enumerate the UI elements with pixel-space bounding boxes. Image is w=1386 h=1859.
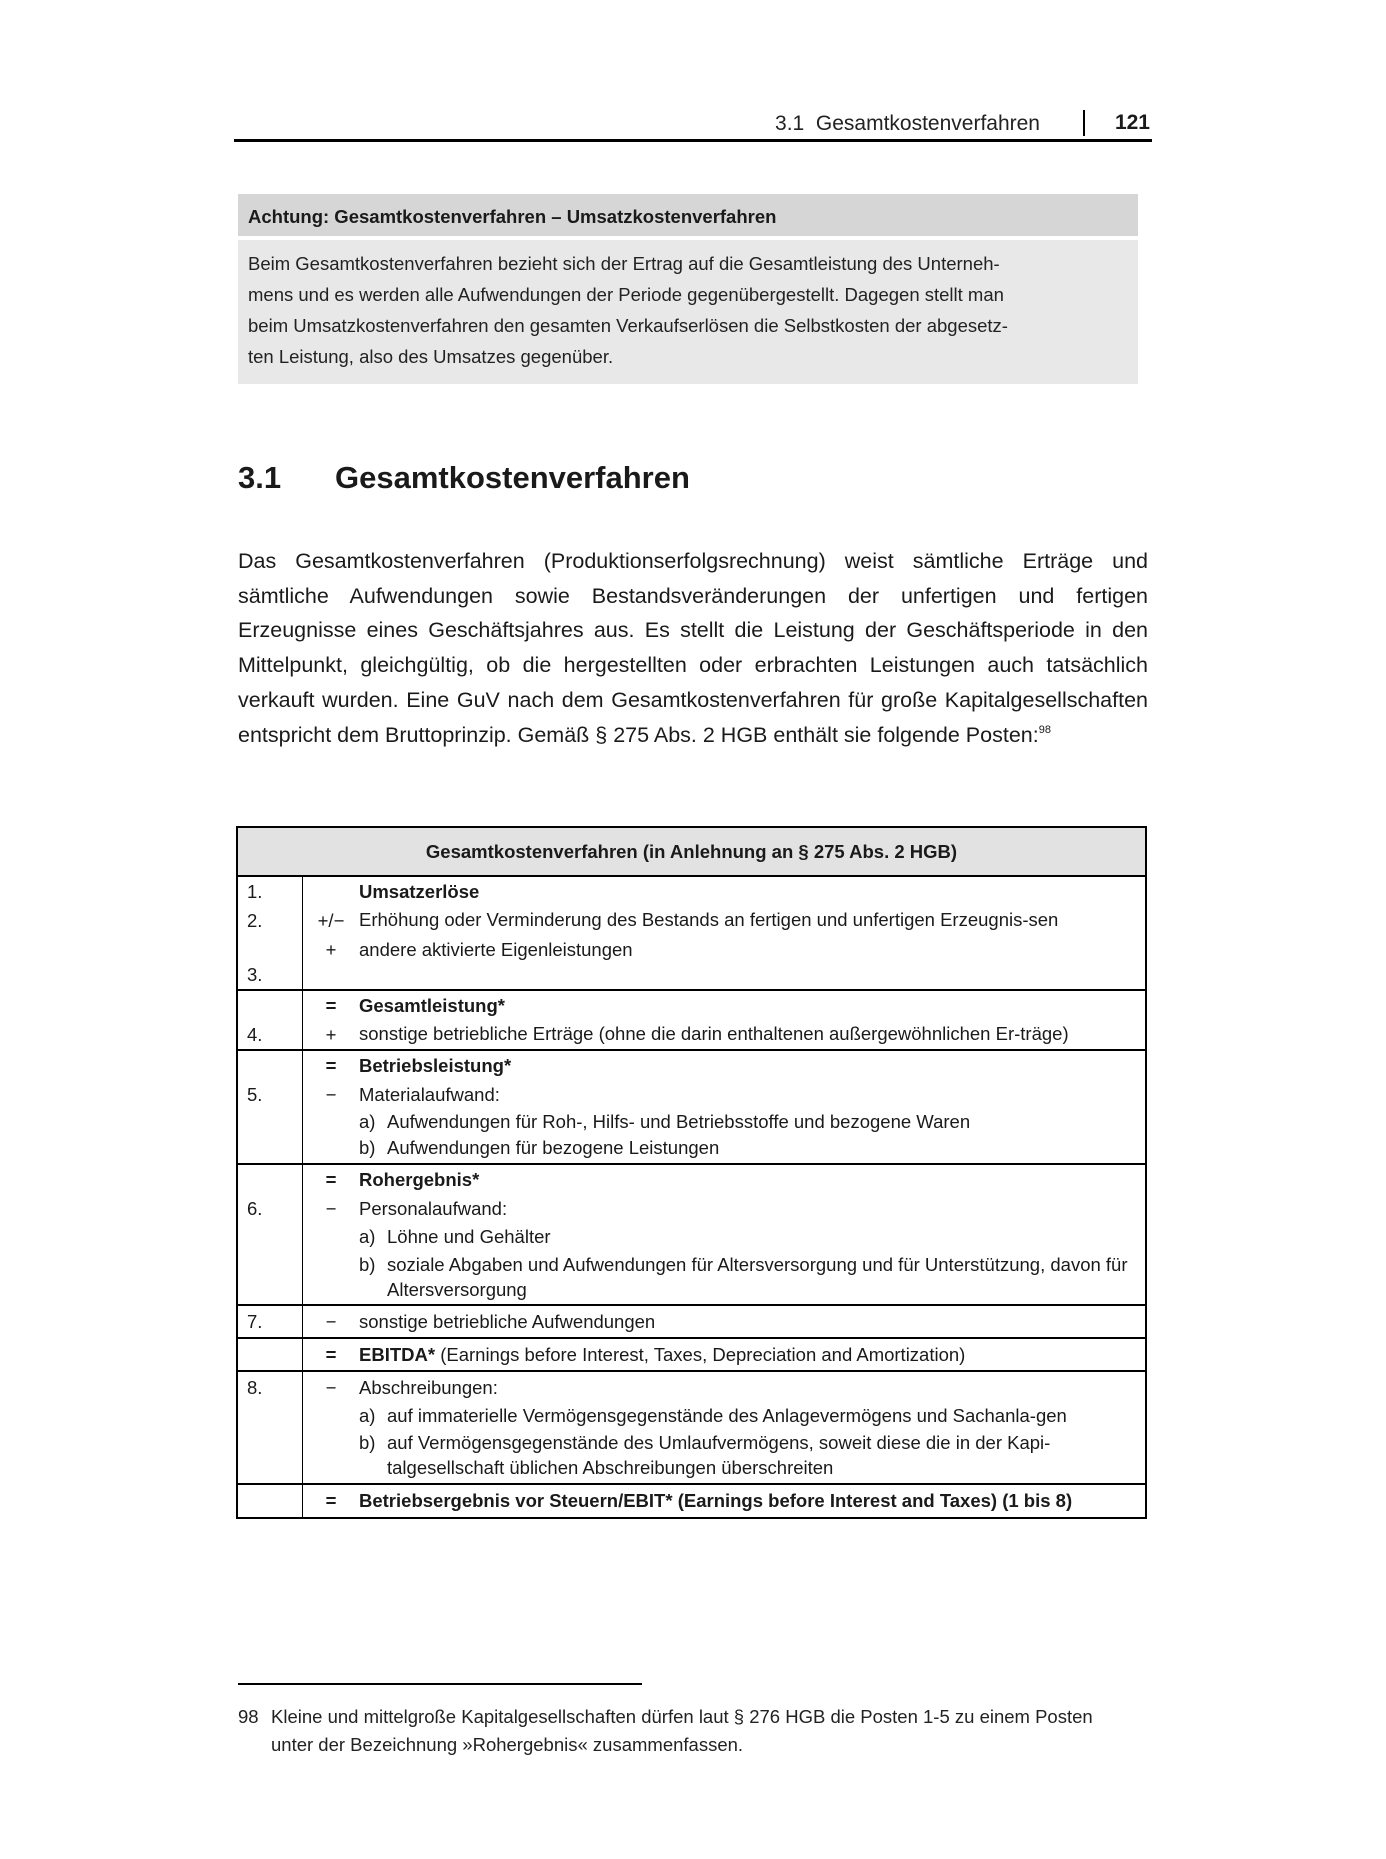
item-text: Personalaufwand: bbox=[359, 1198, 508, 1219]
attention-line: Beim Gesamtkostenverfahren bezieht sich der Ertrag auf die Gesamtleistung des Unterneh- bbox=[248, 253, 1000, 274]
operator: = bbox=[325, 1055, 337, 1076]
header-separator bbox=[1083, 110, 1085, 136]
sub-label: a) bbox=[359, 1405, 376, 1426]
paragraph-text: Das Gesamtkostenverfahren (Produktionserfolgsrechnung) weist sämtliche Erträge und sämtliche Aufwendungen sowie Bestandsveränderungen der unfertigen und fertigen Erzeugnisse eines Geschäftsjahres aus. Es stellt die Leistung der Geschäftsperiode in den Mittelpunkt, gleichgültig, ob die hergestellten oder erbrachten Leistungen auch tatsächlich verkauft wurden. Eine GuV nach dem Gesamtkostenverfahren für große Kapitalgesellschaften entspricht dem Bruttoprinzip. Gemäß § 275 Abs. 2 HGB enthält sie folgende Posten: bbox=[238, 549, 1148, 747]
table-row bbox=[237, 1164, 1146, 1305]
operator: − bbox=[325, 1377, 337, 1398]
item-text: Erhöhung oder Verminderung des Bestands an fertigen und unfertigen Erzeugnis-sen bbox=[359, 909, 1059, 930]
operator: + bbox=[325, 1024, 337, 1045]
attention-line: ten Leistung, also des Umsatzes gegenüber. bbox=[248, 346, 614, 367]
sub-label: a) bbox=[359, 1111, 376, 1132]
table-row bbox=[237, 1305, 1146, 1338]
item-text: Betriebsleistung* bbox=[359, 1055, 512, 1076]
item-text: sonstige betriebliche Erträge (ohne die darin enthaltenen außergewöhnlichen Er-träge) bbox=[359, 1023, 1069, 1044]
item-number: 5. bbox=[247, 1084, 263, 1105]
table-row bbox=[237, 1050, 1146, 1164]
item-text: (Earnings before Interest and Taxes) (1 bis 8) bbox=[672, 1490, 1073, 1511]
footnote-ref[interactable]: 98 bbox=[1038, 723, 1051, 736]
item-text-bold: Betriebsergebnis vor Steuern/EBIT* bbox=[359, 1490, 673, 1511]
item-text: Gesamtleistung* bbox=[359, 995, 505, 1016]
attention-heading: Achtung: Gesamtkostenverfahren – Umsatzkostenverfahren bbox=[238, 194, 1138, 236]
section-heading bbox=[238, 460, 690, 496]
item-text: sonstige betriebliche Aufwendungen bbox=[359, 1311, 656, 1332]
running-header bbox=[234, 104, 1152, 142]
sub-label: b) bbox=[359, 1432, 376, 1453]
table-row bbox=[237, 990, 1146, 1050]
operator: − bbox=[325, 1084, 337, 1105]
sub-text: soziale Abgaben und Aufwendungen für Altersversorgung und für Unterstützung, davon für Altersversorgung bbox=[387, 1254, 1128, 1300]
table-row bbox=[237, 1338, 1146, 1371]
sub-label: a) bbox=[359, 1226, 376, 1247]
sub-label: b) bbox=[359, 1254, 376, 1275]
item-number: 3. bbox=[247, 964, 263, 985]
sub-text: Aufwendungen für bezogene Leistungen bbox=[387, 1137, 720, 1158]
item-number: 1. bbox=[247, 881, 263, 902]
operator: + bbox=[325, 939, 337, 960]
section-title: Gesamtkostenverfahren bbox=[335, 460, 690, 495]
operator: = bbox=[325, 995, 337, 1016]
header-title: 3.1 Gesamtkostenverfahren bbox=[775, 112, 1040, 135]
sub-text: auf Vermögensgegenstände des Umlaufvermögens, soweit diese die in der Kapi-talgesellschaft üblichen Abschreibungen überschreiten bbox=[387, 1432, 1051, 1478]
operator: − bbox=[325, 1198, 337, 1219]
sub-text: Löhne und Gehälter bbox=[387, 1226, 551, 1247]
item-text: Umsatzerlöse bbox=[359, 881, 480, 902]
footnote-rule bbox=[238, 1683, 642, 1685]
item-number: 6. bbox=[247, 1198, 263, 1219]
operator: = bbox=[325, 1344, 337, 1365]
sub-label: b) bbox=[359, 1137, 376, 1158]
footnote-number: 98 bbox=[238, 1706, 259, 1727]
gkv-table bbox=[236, 826, 1147, 1519]
table-title: Gesamtkostenverfahren (in Anlehnung an § 275 Abs. 2 HGB) bbox=[237, 827, 1146, 876]
footnote bbox=[238, 1703, 1138, 1759]
operator: = bbox=[325, 1490, 337, 1511]
attention-line: mens und es werden alle Aufwendungen der Periode gegenübergestellt. Dagegen stellt man bbox=[248, 284, 1004, 305]
operator: − bbox=[325, 1311, 337, 1332]
table-row bbox=[237, 1371, 1146, 1484]
item-text: Abschreibungen: bbox=[359, 1377, 498, 1398]
item-text: andere aktivierte Eigenleistungen bbox=[359, 939, 633, 960]
body-paragraph bbox=[238, 544, 1148, 752]
item-number: 4. bbox=[247, 1024, 263, 1045]
attention-line: beim Umsatzkostenverfahren den gesamten Verkaufserlösen die Selbstkosten der abgesetz- bbox=[248, 315, 1008, 336]
attention-body bbox=[238, 240, 1138, 384]
sub-text: auf immaterielle Vermögensgegenstände des Anlagevermögens und Sachanla-gen bbox=[387, 1405, 1067, 1426]
attention-box bbox=[238, 194, 1138, 384]
item-text: Materialaufwand: bbox=[359, 1084, 500, 1105]
operator: = bbox=[325, 1169, 337, 1190]
item-number: 7. bbox=[247, 1311, 263, 1332]
operator: +/− bbox=[317, 910, 345, 931]
table-row bbox=[237, 876, 1146, 990]
item-number: 2. bbox=[247, 910, 263, 931]
section-number: 3.1 bbox=[238, 460, 282, 495]
item-number: 8. bbox=[247, 1377, 263, 1398]
item-text-bold: EBITDA* bbox=[359, 1344, 436, 1365]
table-row bbox=[237, 1484, 1146, 1518]
page-number: 121 bbox=[1114, 111, 1150, 134]
footnote-text: Kleine und mittelgroße Kapitalgesellschaften dürfen laut § 276 HGB die Posten 1-5 zu einem Posten unter der Bezeichnung »Rohergebnis« zusammenfassen. bbox=[271, 1706, 1093, 1755]
sub-text: Aufwendungen für Roh-, Hilfs- und Betriebsstoffe und bezogene Waren bbox=[387, 1111, 971, 1132]
operator bbox=[303, 877, 359, 906]
item-text: (Earnings before Interest, Taxes, Depreciation and Amortization) bbox=[435, 1344, 966, 1365]
item-text: Rohergebnis* bbox=[359, 1169, 480, 1190]
